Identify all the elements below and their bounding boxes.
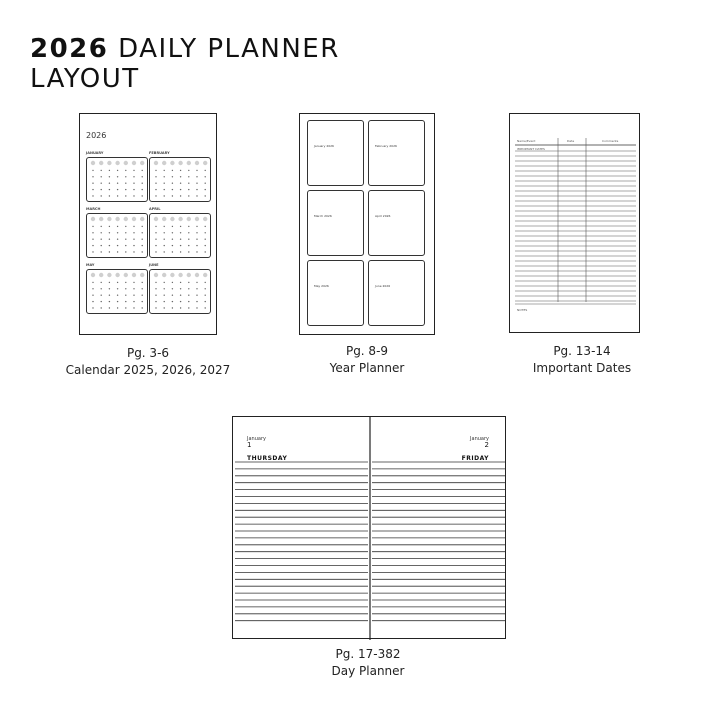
calendar-month-grid xyxy=(149,213,211,258)
day-marker xyxy=(188,189,189,190)
day-marker xyxy=(164,251,165,252)
day-marker xyxy=(188,232,189,233)
day-marker xyxy=(117,288,118,289)
day-marker xyxy=(92,307,93,308)
calendar-month-block: FEBRUARY xyxy=(149,151,211,202)
weekday-marker xyxy=(91,161,95,165)
day-marker xyxy=(133,189,134,190)
weekday-marker xyxy=(140,161,144,165)
day-marker xyxy=(101,176,102,177)
day-marker xyxy=(180,226,181,227)
day-marker xyxy=(142,295,143,296)
day-marker xyxy=(196,307,197,308)
day-marker xyxy=(92,232,93,233)
day-marker xyxy=(125,195,126,196)
day-marker xyxy=(142,183,143,184)
day-marker xyxy=(125,176,126,177)
day-marker xyxy=(125,301,126,302)
weekday-marker xyxy=(178,217,182,221)
day-marker xyxy=(109,251,110,252)
day-marker xyxy=(188,307,189,308)
calendar-month-block: JUNE xyxy=(149,263,211,314)
day-marker xyxy=(109,295,110,296)
weekday-marker xyxy=(132,217,136,221)
day-marker xyxy=(125,239,126,240)
day-marker xyxy=(109,189,110,190)
day-marker xyxy=(180,239,181,240)
calendar-page-thumbnail xyxy=(79,113,217,335)
calendar-month-grid xyxy=(86,213,148,258)
day-marker xyxy=(133,183,134,184)
weekday-marker xyxy=(203,273,207,277)
weekday-marker xyxy=(187,273,191,277)
day-marker xyxy=(180,245,181,246)
day-marker xyxy=(101,232,102,233)
weekday-marker xyxy=(99,217,103,221)
day-marker xyxy=(188,295,189,296)
day-marker xyxy=(117,176,118,177)
weekday-marker xyxy=(195,161,199,165)
weekday-marker xyxy=(115,273,119,277)
day-marker xyxy=(133,288,134,289)
day-marker xyxy=(117,183,118,184)
weekday-marker xyxy=(195,217,199,221)
day-marker xyxy=(125,295,126,296)
calendar-month-block: JANUARY xyxy=(86,151,148,202)
day-marker xyxy=(101,189,102,190)
day-marker xyxy=(142,282,143,283)
day-marker xyxy=(109,239,110,240)
day-marker xyxy=(172,189,173,190)
day-marker xyxy=(180,232,181,233)
weekday-marker xyxy=(203,161,207,165)
day-marker xyxy=(117,232,118,233)
day-marker xyxy=(117,282,118,283)
day-marker xyxy=(117,295,118,296)
day-marker xyxy=(155,183,156,184)
weekday-marker xyxy=(178,161,182,165)
day-marker xyxy=(172,288,173,289)
weekday-marker xyxy=(162,273,166,277)
day-marker xyxy=(180,176,181,177)
day-marker xyxy=(164,189,165,190)
day-marker xyxy=(172,301,173,302)
weekday-marker xyxy=(187,217,191,221)
weekday-marker xyxy=(91,273,95,277)
day-marker xyxy=(109,176,110,177)
day-marker xyxy=(117,239,118,240)
day-marker xyxy=(125,183,126,184)
day-marker xyxy=(92,295,93,296)
day-marker xyxy=(164,282,165,283)
calendar-year: 2026 xyxy=(86,131,107,140)
day-marker xyxy=(188,176,189,177)
day-marker xyxy=(133,232,134,233)
day-marker xyxy=(196,232,197,233)
calendar-dots xyxy=(150,214,212,257)
day-marker xyxy=(125,251,126,252)
day-marker xyxy=(92,251,93,252)
day-marker xyxy=(172,170,173,171)
calendar-month-block: APRIL xyxy=(149,207,211,258)
day-marker xyxy=(101,307,102,308)
day-marker xyxy=(133,195,134,196)
year-planner-month-box: February 2026 xyxy=(368,120,425,186)
day-marker xyxy=(142,189,143,190)
day-marker xyxy=(164,183,165,184)
day-marker xyxy=(205,307,206,308)
day-planner-caption: Pg. 17-382 Day Planner xyxy=(331,647,405,678)
day-marker xyxy=(196,189,197,190)
day-marker xyxy=(125,232,126,233)
day-marker xyxy=(196,226,197,227)
day-marker xyxy=(188,245,189,246)
day-marker xyxy=(155,170,156,171)
day-marker xyxy=(164,226,165,227)
day-marker xyxy=(109,307,110,308)
day-marker xyxy=(117,307,118,308)
day-marker xyxy=(142,251,143,252)
day-marker xyxy=(142,245,143,246)
day-marker xyxy=(155,307,156,308)
day-marker xyxy=(109,282,110,283)
day-marker xyxy=(164,295,165,296)
day-marker xyxy=(101,170,102,171)
calendar-dots xyxy=(87,270,149,313)
day-marker xyxy=(164,195,165,196)
day-marker xyxy=(109,226,110,227)
day-marker xyxy=(188,183,189,184)
day-marker xyxy=(196,183,197,184)
day-marker xyxy=(172,295,173,296)
day-marker xyxy=(142,301,143,302)
day-marker xyxy=(180,282,181,283)
day-marker xyxy=(188,282,189,283)
day-marker xyxy=(101,301,102,302)
day-marker xyxy=(164,170,165,171)
day-marker xyxy=(180,307,181,308)
weekday-marker xyxy=(124,273,128,277)
day-marker xyxy=(109,288,110,289)
day-marker xyxy=(142,195,143,196)
day-marker xyxy=(196,195,197,196)
day-marker xyxy=(188,195,189,196)
weekday-marker xyxy=(154,217,158,221)
day-marker xyxy=(205,232,206,233)
day-marker xyxy=(142,226,143,227)
day-marker xyxy=(125,226,126,227)
day-marker xyxy=(101,288,102,289)
day-planner-rules xyxy=(233,417,507,640)
day-marker xyxy=(142,288,143,289)
day-marker xyxy=(92,189,93,190)
day-marker xyxy=(117,245,118,246)
day-marker xyxy=(205,189,206,190)
day-marker xyxy=(125,288,126,289)
day-marker xyxy=(205,176,206,177)
important-dates-page-thumbnail: Name/Event Date Comments IMPORTANT DATES NOTES xyxy=(509,113,640,333)
day-marker xyxy=(142,170,143,171)
day-marker xyxy=(164,307,165,308)
day-marker xyxy=(180,251,181,252)
day-marker xyxy=(155,226,156,227)
day-marker xyxy=(188,239,189,240)
day-marker xyxy=(155,195,156,196)
day-marker xyxy=(180,295,181,296)
weekday-marker xyxy=(124,217,128,221)
calendar-dots xyxy=(150,158,212,201)
day-marker xyxy=(155,245,156,246)
weekday-marker xyxy=(124,161,128,165)
weekday-marker xyxy=(178,273,182,277)
day-marker xyxy=(205,195,206,196)
title-line-1: 2026 DAILY PLANNER xyxy=(30,34,340,64)
day-marker xyxy=(205,288,206,289)
weekday-marker xyxy=(170,217,174,221)
weekday-marker xyxy=(170,273,174,277)
weekday-marker xyxy=(140,217,144,221)
weekday-marker xyxy=(154,161,158,165)
day-marker xyxy=(101,295,102,296)
day-marker xyxy=(109,183,110,184)
day-marker xyxy=(196,251,197,252)
day-marker xyxy=(188,170,189,171)
weekday-marker xyxy=(115,217,119,221)
day-marker xyxy=(205,170,206,171)
day-marker xyxy=(101,226,102,227)
day-marker xyxy=(164,232,165,233)
day-marker xyxy=(142,176,143,177)
day-marker xyxy=(172,251,173,252)
title-line-2: LAYOUT xyxy=(30,64,140,94)
day-marker xyxy=(155,282,156,283)
day-marker xyxy=(205,251,206,252)
weekday-marker xyxy=(154,273,158,277)
day-marker xyxy=(155,288,156,289)
day-marker xyxy=(117,301,118,302)
year-planner-month-box: June 2026 xyxy=(368,260,425,326)
day-marker xyxy=(109,170,110,171)
day-planner-page-thumbnail: January 1 THURSDAY January 2 FRIDAY xyxy=(232,416,506,639)
day-marker xyxy=(117,195,118,196)
day-marker xyxy=(142,239,143,240)
weekday-marker xyxy=(107,161,111,165)
day-marker xyxy=(164,239,165,240)
day-marker xyxy=(133,282,134,283)
day-marker xyxy=(155,239,156,240)
day-marker xyxy=(155,189,156,190)
day-marker xyxy=(196,282,197,283)
day-marker xyxy=(180,301,181,302)
day-marker xyxy=(172,183,173,184)
day-marker xyxy=(172,307,173,308)
day-marker xyxy=(172,232,173,233)
day-marker xyxy=(117,226,118,227)
day-marker xyxy=(196,288,197,289)
day-marker xyxy=(172,226,173,227)
day-marker xyxy=(155,232,156,233)
weekday-marker xyxy=(170,161,174,165)
day-marker xyxy=(142,232,143,233)
day-marker xyxy=(101,245,102,246)
weekday-marker xyxy=(115,161,119,165)
day-marker xyxy=(133,226,134,227)
day-marker xyxy=(133,295,134,296)
day-marker xyxy=(180,183,181,184)
day-marker xyxy=(101,239,102,240)
calendar-caption: Pg. 3-6 Calendar 2025, 2026, 2027 xyxy=(65,346,231,377)
day-marker xyxy=(205,239,206,240)
day-marker xyxy=(133,251,134,252)
day-marker xyxy=(205,295,206,296)
day-marker xyxy=(92,195,93,196)
day-marker xyxy=(205,282,206,283)
day-marker xyxy=(164,288,165,289)
day-marker xyxy=(172,245,173,246)
weekday-marker xyxy=(195,273,199,277)
day-marker xyxy=(92,282,93,283)
day-marker xyxy=(117,251,118,252)
weekday-marker xyxy=(107,273,111,277)
day-marker xyxy=(117,189,118,190)
day-marker xyxy=(180,195,181,196)
year-planner-caption: Pg. 8-9 Year Planner xyxy=(329,344,405,375)
day-marker xyxy=(205,245,206,246)
year-planner-month-box: April 2026 xyxy=(368,190,425,256)
day-marker xyxy=(92,226,93,227)
day-marker xyxy=(125,307,126,308)
day-marker xyxy=(196,239,197,240)
year-planner-month-box: January 2026 xyxy=(307,120,364,186)
day-marker xyxy=(92,170,93,171)
day-marker xyxy=(133,170,134,171)
weekday-marker xyxy=(140,273,144,277)
day-marker xyxy=(155,295,156,296)
day-marker xyxy=(142,307,143,308)
day-marker xyxy=(92,301,93,302)
day-marker xyxy=(133,307,134,308)
calendar-month-block: MARCH xyxy=(86,207,148,258)
day-marker xyxy=(172,239,173,240)
calendar-month-grid xyxy=(86,269,148,314)
day-marker xyxy=(125,282,126,283)
page-title xyxy=(30,34,340,94)
day-marker xyxy=(172,282,173,283)
day-marker xyxy=(164,245,165,246)
day-marker xyxy=(101,183,102,184)
day-marker xyxy=(133,301,134,302)
day-marker xyxy=(180,189,181,190)
day-marker xyxy=(188,251,189,252)
weekday-marker xyxy=(99,161,103,165)
day-marker xyxy=(188,288,189,289)
day-marker xyxy=(155,251,156,252)
day-marker xyxy=(117,170,118,171)
calendar-month-grid xyxy=(149,269,211,314)
day-marker xyxy=(133,245,134,246)
important-dates-caption: Pg. 13-14 Important Dates xyxy=(532,344,632,375)
day-marker xyxy=(205,301,206,302)
day-marker xyxy=(164,301,165,302)
day-marker xyxy=(125,189,126,190)
weekday-marker xyxy=(187,161,191,165)
day-marker xyxy=(109,232,110,233)
day-marker xyxy=(101,251,102,252)
day-marker xyxy=(109,245,110,246)
weekday-marker xyxy=(132,161,136,165)
day-marker xyxy=(180,170,181,171)
weekday-marker xyxy=(203,217,207,221)
day-marker xyxy=(188,226,189,227)
day-marker xyxy=(133,176,134,177)
weekday-marker xyxy=(162,217,166,221)
calendar-dots xyxy=(150,270,212,313)
day-marker xyxy=(125,245,126,246)
calendar-dots xyxy=(87,158,149,201)
calendar-month-grid xyxy=(149,157,211,202)
day-marker xyxy=(109,301,110,302)
day-marker xyxy=(155,176,156,177)
day-marker xyxy=(101,195,102,196)
day-marker xyxy=(92,288,93,289)
day-marker xyxy=(172,176,173,177)
day-marker xyxy=(92,176,93,177)
year-planner-month-box: March 2026 xyxy=(307,190,364,256)
calendar-month-grid xyxy=(86,157,148,202)
calendar-dots xyxy=(87,214,149,257)
day-marker xyxy=(205,183,206,184)
day-marker xyxy=(196,295,197,296)
calendar-month-block: MAY xyxy=(86,263,148,314)
day-marker xyxy=(92,239,93,240)
day-marker xyxy=(92,245,93,246)
day-marker xyxy=(196,170,197,171)
day-marker xyxy=(109,195,110,196)
year-planner-page-thumbnail xyxy=(299,113,435,335)
day-marker xyxy=(205,226,206,227)
day-marker xyxy=(196,301,197,302)
weekday-marker xyxy=(132,273,136,277)
day-marker xyxy=(164,176,165,177)
weekday-marker xyxy=(107,217,111,221)
day-marker xyxy=(196,176,197,177)
day-marker xyxy=(172,195,173,196)
day-marker xyxy=(133,239,134,240)
day-marker xyxy=(92,183,93,184)
day-marker xyxy=(188,301,189,302)
day-marker xyxy=(125,170,126,171)
weekday-marker xyxy=(91,217,95,221)
day-marker xyxy=(155,301,156,302)
year-planner-month-box: May 2026 xyxy=(307,260,364,326)
day-marker xyxy=(180,288,181,289)
weekday-marker xyxy=(99,273,103,277)
weekday-marker xyxy=(162,161,166,165)
day-marker xyxy=(101,282,102,283)
day-marker xyxy=(196,245,197,246)
